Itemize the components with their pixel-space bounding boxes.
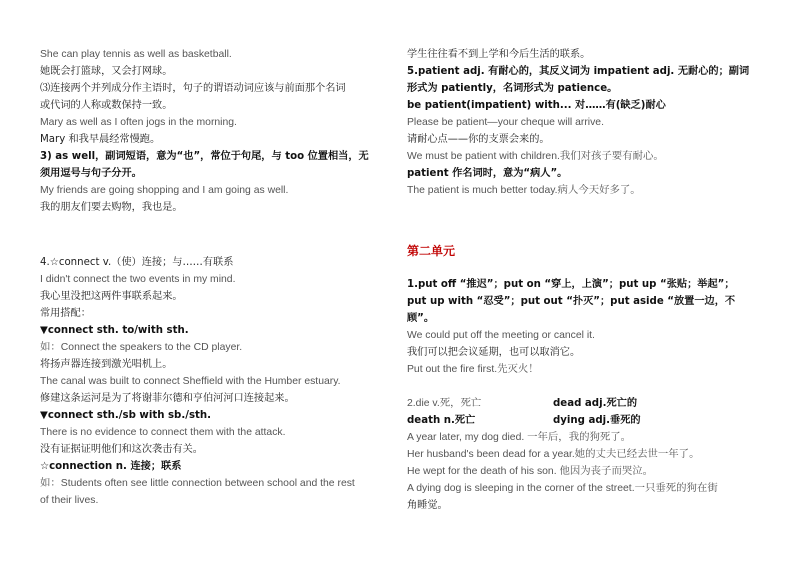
example-sentence: 如：Students often see little connection between school and the rest xyxy=(40,478,355,489)
example-sentence: Mary as well as I often jogs in the morning. xyxy=(40,117,237,128)
vocab-entry-connection: ☆connection n. 连接；联系 xyxy=(40,461,182,472)
example-sentence: Please be patient—your cheque will arrive. xyxy=(407,117,604,128)
example-sentence: She can play tennis as well as basketball. xyxy=(40,49,232,60)
vocab-entry-dead: dead adj.死亡的 xyxy=(553,398,638,409)
example-sentence: I didn't connect the two events in my mind. xyxy=(40,274,236,285)
translation: 我心里没把这两件事联系起来。 xyxy=(40,291,183,302)
example-sentence: The canal was built to connect Sheffield with the Humber estuary. xyxy=(40,376,341,387)
collocation-label: 常用搭配： xyxy=(40,308,91,319)
vocab-entry-patient: 形式为 patiently，名词形式为 patience。 xyxy=(407,83,618,94)
example-sentence: We could put off the meeting or cancel it. xyxy=(407,330,595,341)
translation: 我的朋友们要去购物，我也是。 xyxy=(40,202,183,213)
translation: 角睡觉。 xyxy=(407,500,448,511)
rule-heading: 3) as well，副词短语，意为“也”，常位于句尾，与 too 位置相当，无 xyxy=(40,151,369,162)
collocation-pattern: be patient(impatient) with... 对……有(缺乏)耐心 xyxy=(407,100,666,111)
explanation-text: ⑶连接两个并列成分作主语时，句子的谓语动词应该与前面那个名词 xyxy=(40,83,346,94)
example-sentence: A dying dog is sleeping in the corner of the street.一只垂死的狗在街 xyxy=(407,483,718,494)
unit-heading: 第二单元 xyxy=(407,244,456,258)
translation: 学生往往看不到上学和今后生活的联系。 xyxy=(407,49,591,60)
example-sentence: We must be patient with children.我们对孩子要有耐心。 xyxy=(407,151,664,162)
example-sentence: He wept for the death of his son. 他因为丧子而哭泣。 xyxy=(407,466,654,477)
example-sentence: The patient is much better today.病人今天好多了。 xyxy=(407,185,641,196)
example-sentence: There is no evidence to connect them with the attack. xyxy=(40,427,286,438)
translation: 请耐心点——你的支票会来的。 xyxy=(407,134,550,145)
translation: Mary 和我早晨经常慢跑。 xyxy=(40,134,161,145)
example-sentence: Put out the fire first.先灭火！ xyxy=(407,364,539,375)
phrase-list: 1.put off “推迟”；put on “穿上，上演”；put up “张贴；举起”； xyxy=(407,279,735,290)
explanation-text: 或代词的人称或数保持一致。 xyxy=(40,100,173,111)
translation: 将扬声器连接到激光唱机上。 xyxy=(40,359,173,370)
vocab-entry-patient: 5.patient adj. 有耐心的，其反义词为 impatient adj. 无耐心的；副词 xyxy=(407,66,750,77)
phrase-list: 顾”。 xyxy=(407,313,435,324)
vocab-entry-death: death n.死亡 xyxy=(407,415,476,426)
example-sentence: of their lives. xyxy=(40,495,99,506)
example-sentence: 如：Connect the speakers to the CD player. xyxy=(40,342,243,353)
rule-heading: patient 作名词时，意为“病人”。 xyxy=(407,168,568,179)
vocab-entry-die: 2.die v.死，死亡 xyxy=(407,398,482,409)
example-sentence: My friends are going shopping and I am going as well. xyxy=(40,185,289,196)
translation: 修建这条运河是为了将谢菲尔德和亨伯河河口连接起来。 xyxy=(40,393,295,404)
translation: 我们可以把会议延期，也可以取消它。 xyxy=(407,347,581,358)
rule-heading: 须用逗号与句子分开。 xyxy=(40,168,142,179)
collocation-pattern: ▼connect sth. to/with sth. xyxy=(40,325,189,336)
collocation-pattern: ▼connect sth./sb with sb./sth. xyxy=(40,410,211,421)
translation: 她既会打篮球，又会打网球。 xyxy=(40,66,173,77)
vocab-entry-connect: 4.☆connect v.（使）连接；与……有联系 xyxy=(40,257,234,268)
example-sentence: Her husband's been dead for a year.她的丈夫已经去世一年了。 xyxy=(407,449,700,460)
phrase-list: put up with “忍受”；put out “扑灭”；put aside “放置一边，不 xyxy=(407,296,736,307)
example-sentence: A year later, my dog died. 一年后，我的狗死了。 xyxy=(407,432,632,443)
vocab-entry-dying: dying adj.垂死的 xyxy=(553,415,641,426)
translation: 没有证据证明他们和这次袭击有关。 xyxy=(40,444,203,455)
